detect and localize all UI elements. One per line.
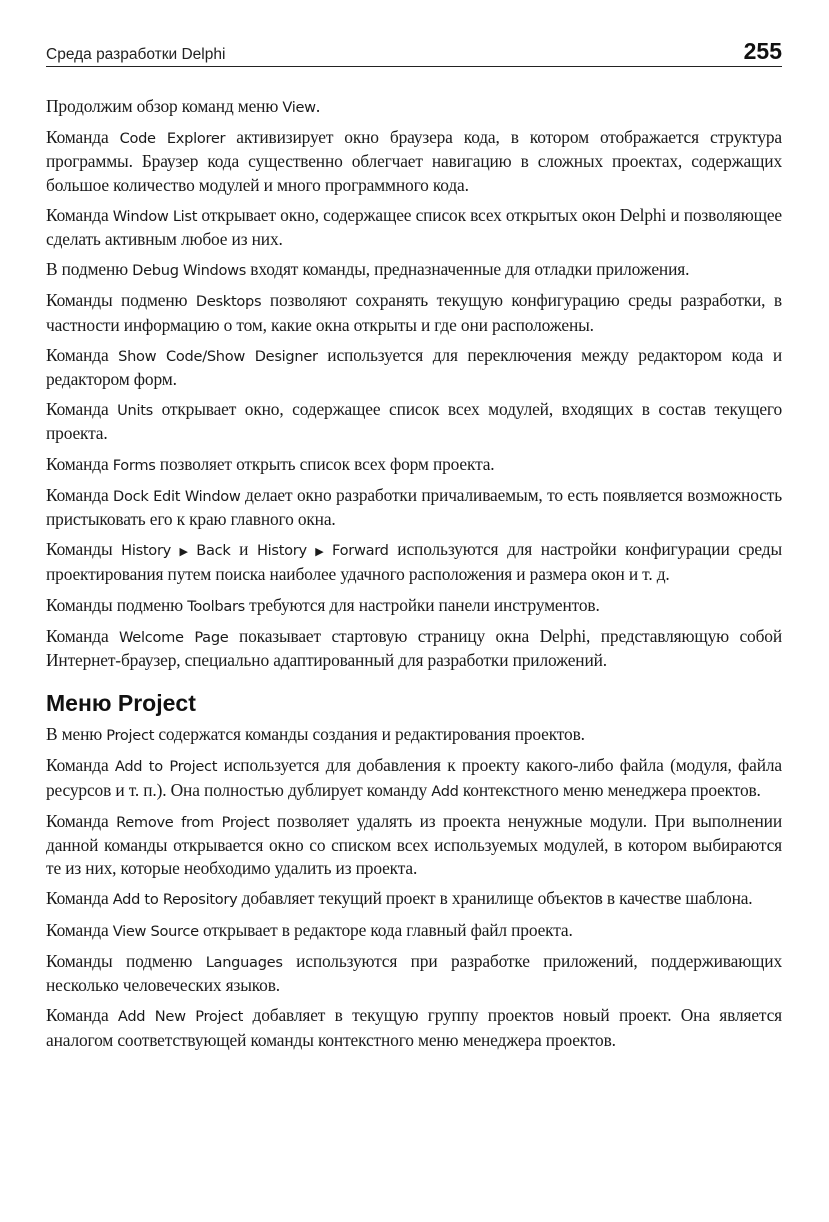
text-run: входят команды, предназначенные для отладки приложения.: [246, 259, 690, 280]
paragraph-remove-from-project: [46, 810, 782, 881]
paragraph-languages: [46, 950, 782, 997]
command-name: Welcome Page: [119, 628, 229, 646]
paragraph-show-code: [46, 344, 782, 391]
command-name: Add to Repository: [112, 891, 238, 909]
text-run: содержатся команды создания и редактирования проектов.: [154, 724, 585, 745]
command-name: History: [256, 542, 307, 560]
text-run: делает окно разработки причаливаемым, то есть появляется возможность пристыковать его к краю главного окна.: [46, 484, 782, 530]
text-run: Команда: [46, 625, 120, 646]
text-run: Команда: [46, 919, 113, 940]
text-run: используется для переключения между редактором кода и редактором форм.: [46, 344, 782, 390]
header-title: Среда разработки Delphi: [46, 46, 226, 63]
text-run: позволяет открыть список всех форм проекта.: [155, 453, 495, 474]
command-name: View: [282, 99, 316, 116]
text-run: Команда: [46, 399, 118, 420]
text-run: позволяют сохранять текущую конфигурацию среды разработки, в частности информацию о том, какие окна открыты и где они расположены.: [46, 290, 782, 335]
command-name: Forward: [332, 542, 389, 560]
text-run: открывает окно, содержащее список всех открытых окон Delphi и позволяющее сделать активным любое из них.: [46, 204, 782, 250]
command-name: Dock Edit Window: [113, 487, 241, 505]
command-name: Add: [431, 782, 459, 800]
paragraph-add-to-project: [46, 754, 782, 802]
text-run: контекстного меню менеджера проектов.: [458, 779, 761, 800]
paragraph-view-intro: [46, 95, 782, 119]
paragraph-view-source: [46, 919, 782, 943]
page-number: 255: [743, 38, 782, 64]
paragraph-desktops: [46, 289, 782, 336]
text-run: используются при разработке приложений, поддерживающих несколько человеческих языков.: [46, 950, 782, 996]
text-run: Команды: [46, 539, 122, 560]
text-run: используется для добавления к проекту какого-либо файла (модуля, файла ресурсов и т. п.). Она полностью дублирует команду: [46, 755, 782, 800]
text-run: Команда: [46, 810, 117, 831]
text-run: Команда: [46, 453, 113, 474]
command-name: Languages: [205, 953, 283, 971]
command-name: Toolbars: [187, 597, 245, 615]
text-run: используются для настройки конфигурации среды проектирования путем поиска наиболее удачного расположения и размера окон и т. д.: [46, 539, 782, 585]
text-run: добавляет текущий проект в хранилище объектов в качестве шаблона.: [237, 888, 753, 909]
text-run: показывает стартовую страницу окна Delphi, представляющую собой Интернет-браузер, специально адаптированный для разработки приложений.: [46, 625, 782, 671]
command-name: Add to Project: [114, 758, 218, 776]
text-run: Команда: [46, 1005, 118, 1026]
text-run: требуются для настройки панели инструментов.: [244, 594, 600, 615]
paragraph-units: [46, 398, 782, 445]
text-run: Команда: [46, 204, 113, 225]
text-run: открывает в редакторе кода главный файл проекта.: [198, 919, 573, 940]
text-run: Команда: [46, 755, 115, 776]
text-run: В подменю: [46, 259, 133, 280]
command-name: Forms: [112, 456, 156, 474]
text-run: открывает окно, содержащее список всех модулей, входящих в состав текущего проекта.: [46, 399, 782, 444]
command-name: Window List: [112, 207, 198, 225]
command-name: Units: [117, 402, 153, 420]
paragraph-project-menu: [46, 723, 782, 747]
text-run: активизирует окно браузера кода, в котором отображается структура программы. Браузер кода существенно облегчает навигацию в сложных проектах, содержащих большое количество модулей и много программного кода.: [46, 127, 782, 195]
paragraph-add-to-repository: [46, 887, 782, 911]
paragraph-dock-edit-window: [46, 484, 782, 531]
text-run: позволяет удалять из проекта ненужные модули. При выполнении данной команды открывается окно со списком всех используемых модулей, в котором выбираются те из них, которые необходимо удалить из проекта.: [46, 810, 782, 879]
running-header: [46, 40, 782, 67]
paragraph-history: [46, 538, 782, 586]
paragraph-debug-windows: [46, 258, 782, 282]
command-name: Add New Project: [117, 1008, 244, 1026]
text-run: Команда: [46, 484, 114, 505]
command-name: Back: [196, 542, 231, 560]
paragraph-toolbars: [46, 594, 782, 618]
text-run: и: [230, 539, 257, 560]
command-name: Show Code/Show Designer: [118, 347, 318, 365]
text-run: Команда: [46, 127, 120, 148]
text-run: Команда: [46, 344, 119, 365]
command-name: View Source: [112, 922, 199, 940]
command-name: History: [121, 542, 171, 560]
command-name: Remove from Project: [116, 813, 270, 831]
text-run: Продолжим обзор команд меню: [46, 96, 283, 116]
paragraph-welcome-page: [46, 625, 782, 672]
paragraph-add-new-project: [46, 1004, 782, 1051]
submenu-arrow-icon: ▶: [174, 545, 193, 559]
submenu-arrow-icon: ▶: [310, 545, 329, 559]
command-name: Debug Windows: [132, 262, 247, 280]
paragraph-forms: [46, 453, 782, 477]
text-run: В меню: [46, 724, 107, 745]
section-title: Меню Project: [46, 690, 196, 717]
text-run: Команды подменю: [46, 950, 206, 971]
paragraph-code-explorer: [46, 126, 782, 197]
command-name: Desktops: [195, 293, 262, 311]
text-run: Команда: [46, 888, 113, 909]
page-body: [46, 95, 782, 1059]
text-run: добавляет в текущую группу проектов новый проект. Она является аналогом соответствующей команды контекстного меню менеджера проектов.: [46, 1005, 783, 1050]
text-run: Команды подменю: [46, 290, 196, 311]
command-name: Code Explorer: [119, 130, 226, 148]
paragraph-window-list: [46, 204, 782, 251]
command-name: Project: [106, 727, 155, 745]
text-run: Команды подменю: [46, 594, 188, 615]
text-run: .: [315, 96, 321, 116]
